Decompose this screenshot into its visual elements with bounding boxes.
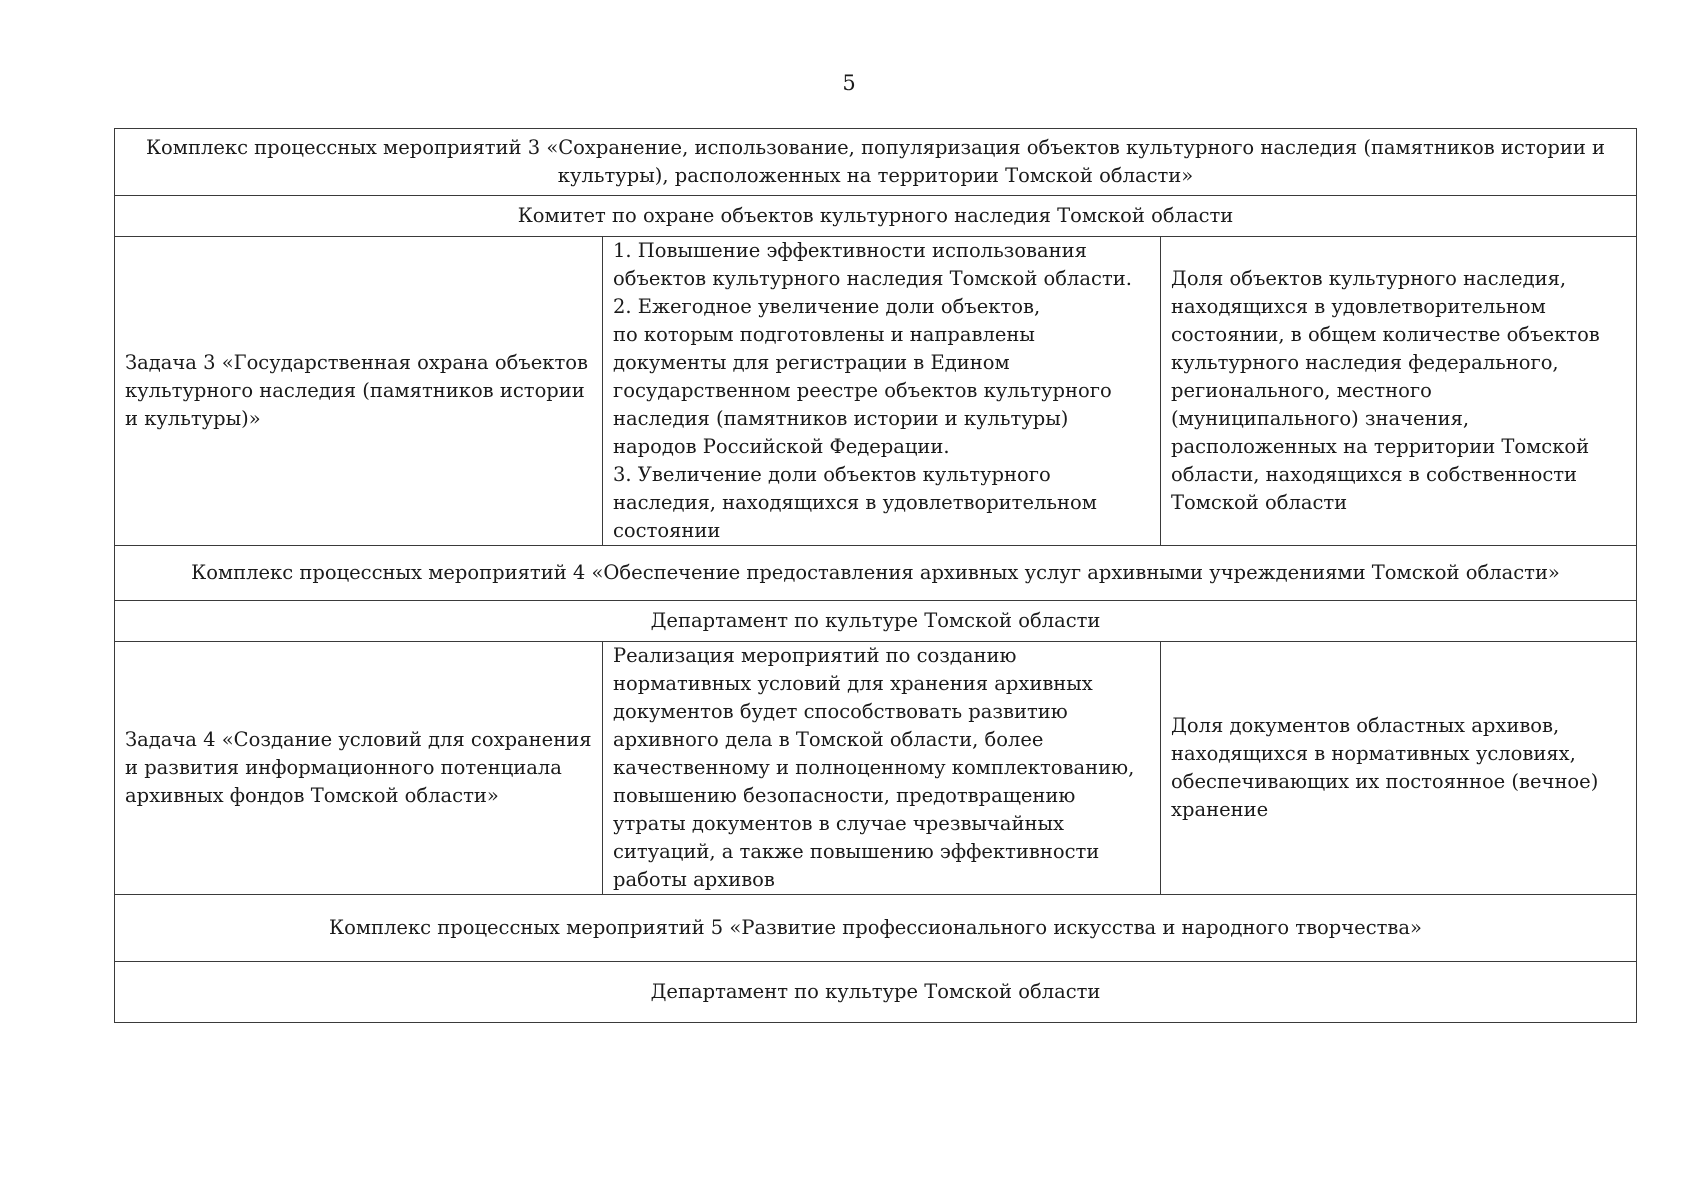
task-4-results: Реализация мероприятий по созданию нормативных условий для хранения архивных документов будет способствовать развитию архивного дела в Томской области, более качественному и полноценному комплектованию, повышению безопасности, предотвращению утраты документов в случае чрезвычайных ситуаций, а также повышению эффективности работы архивов	[603, 642, 1161, 895]
complex-4-title: Комплекс процессных мероприятий 4 «Обеспечение предоставления архивных услуг архивными учреждениями Томской области»	[115, 546, 1637, 601]
task-4-indicator: Доля документов областных архивов, находящихся в нормативных условиях, обеспечивающих их постоянное (вечное) хранение	[1161, 642, 1637, 895]
task-3-indicator: Доля объектов культурного наследия, находящихся в удовлетворительном состоянии, в общем количестве объектов культурного наследия федерального, регионального, местного (муниципального) значения, расположенных на территории Томской области, находящихся в собственности Томской области	[1161, 237, 1637, 546]
complex-3-title: Комплекс процессных мероприятий 3 «Сохранение, использование, популяризация объектов культурного наследия (памятников истории и культуры), расположенных на территории Томской области»	[115, 129, 1637, 196]
complex-5-department: Департамент по культуре Томской области	[115, 962, 1637, 1023]
program-table	[114, 128, 1637, 1023]
complex-4-department-row	[115, 601, 1637, 642]
task-4-name: Задача 4 «Создание условий для сохранения и развития информационного потенциала архивных фондов Томской области»	[115, 642, 603, 895]
complex-3-header-row	[115, 129, 1637, 196]
complex-5-title: Комплекс процессных мероприятий 5 «Развитие профессионального искусства и народного творчества»	[115, 895, 1637, 962]
complex-5-header-row	[115, 895, 1637, 962]
complex-5-department-row	[115, 962, 1637, 1023]
page-number: 5	[842, 71, 856, 95]
complex-3-department-row	[115, 196, 1637, 237]
complex-4-department: Департамент по культуре Томской области	[115, 601, 1637, 642]
task-3-name: Задача 3 «Государственная охрана объектов культурного наследия (памятников истории и культуры)»	[115, 237, 603, 546]
complex-4-header-row	[115, 546, 1637, 601]
complex-3-task-row	[115, 237, 1637, 546]
complex-3-department: Комитет по охране объектов культурного наследия Томской области	[115, 196, 1637, 237]
complex-4-task-row	[115, 642, 1637, 895]
task-3-results: 1. Повышение эффективности использования объектов культурного наследия Томской области. 2. Ежегодное увеличение доли объектов, по которым подготовлены и направлены документы для регистрации в Едином государственном реестре объектов культурного наследия (памятников истории и культуры) народов Российской Федерации. 3. Увеличение доли объектов культурного наследия, находящихся в удовлетворительном состоянии	[603, 237, 1161, 546]
